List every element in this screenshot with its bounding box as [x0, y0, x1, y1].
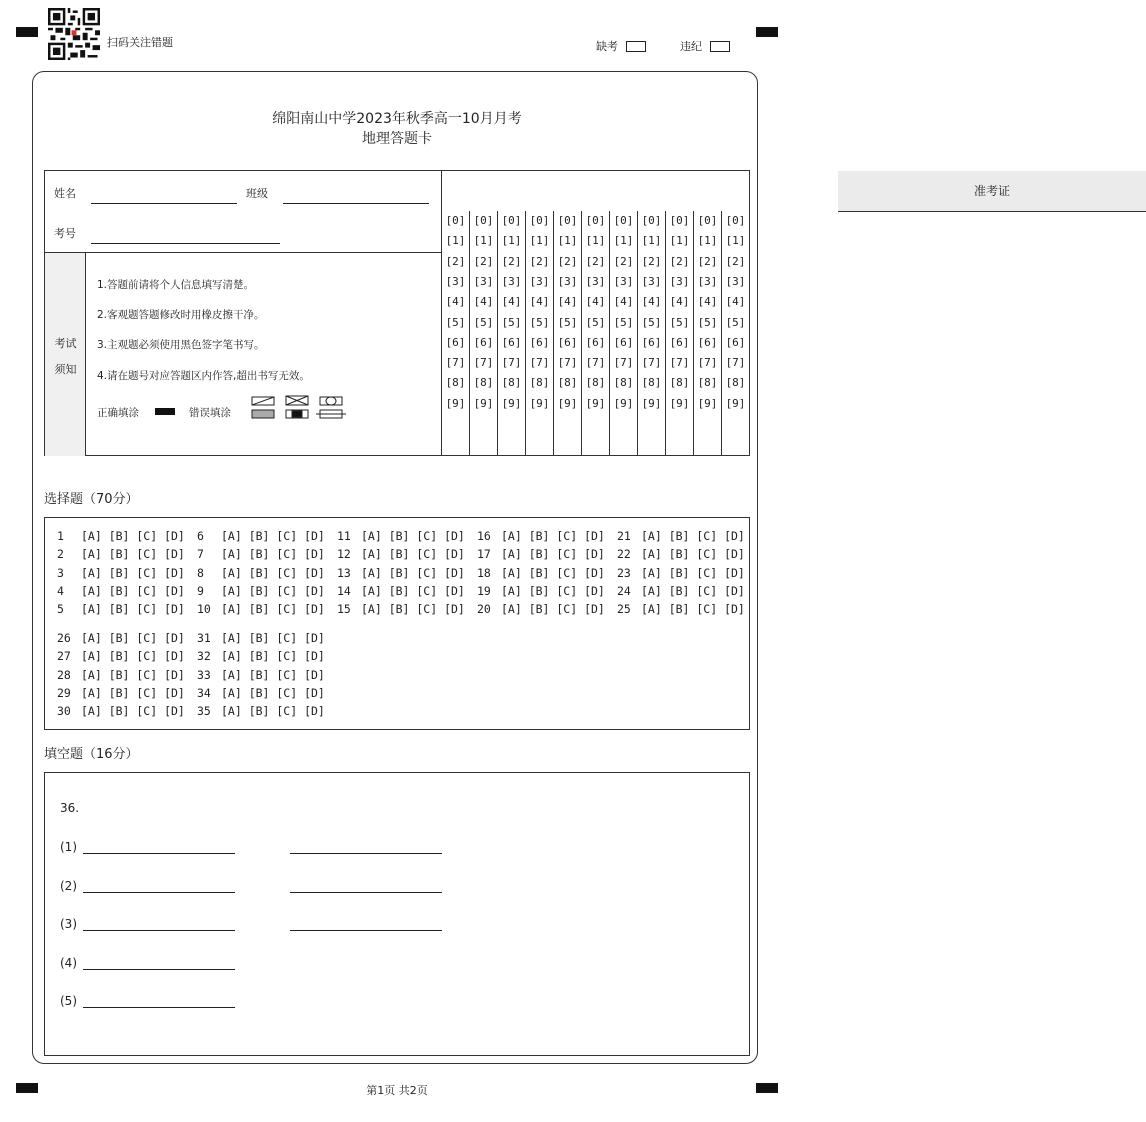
ticket-digit-bubble[interactable]: [0] — [557, 214, 578, 227]
ticket-digit-bubble[interactable]: [8] — [641, 376, 662, 390]
question-number: 15 — [337, 602, 351, 617]
ticket-digit-bubble[interactable]: [9] — [641, 396, 662, 410]
correct-fill-sample-icon — [155, 408, 175, 415]
ticket-digit-bubble[interactable]: [6] — [725, 335, 746, 349]
notice-item-1: 1.答题前请将个人信息填写清楚。 — [97, 279, 255, 291]
ticket-digit-bubble[interactable]: [2] — [697, 254, 718, 268]
violation-label: 违纪 — [680, 40, 702, 53]
choice-question-row[interactable] — [57, 631, 185, 645]
ticket-digit-bubble[interactable]: [1] — [557, 234, 578, 248]
ticket-digit-bubble[interactable]: [2] — [445, 254, 466, 268]
answer-options[interactable]: [A] [B] [C] [D] — [641, 547, 745, 562]
ticket-digit-bubble[interactable]: [2] — [557, 254, 578, 268]
ticket-digit-bubble[interactable]: [3] — [697, 274, 718, 288]
question-number: 17 — [477, 547, 491, 562]
qr-code-icon — [48, 8, 100, 60]
notice-side-panel — [45, 253, 86, 456]
violation-box[interactable] — [710, 41, 730, 52]
ticket-digit-bubble[interactable]: [2] — [529, 254, 550, 268]
ticket-digit-bubble[interactable]: [4] — [697, 295, 718, 309]
ticket-digit-bubble[interactable]: [1] — [613, 234, 634, 248]
answer-options[interactable]: [A] [B] [C] [D] — [221, 547, 325, 562]
choice-question-row[interactable] — [617, 547, 745, 561]
answer-options[interactable]: [A] [B] [C] [D] — [361, 602, 465, 617]
ticket-digit-bubble[interactable]: [2] — [473, 254, 494, 268]
ticket-digit-bubble[interactable]: [0] — [641, 214, 662, 227]
ticket-digit-bubble[interactable]: [8] — [585, 376, 606, 390]
ticket-digit-bubble[interactable]: [7] — [445, 356, 466, 370]
ticket-digit-bubble[interactable]: [3] — [641, 274, 662, 288]
ticket-digit-bubble[interactable]: [2] — [669, 254, 690, 268]
answer-options[interactable]: [A] [B] [C] [D] — [361, 583, 465, 598]
question-36-label: 36. — [60, 801, 80, 815]
question-number: 12 — [337, 547, 351, 562]
choice-question-row[interactable] — [197, 584, 325, 598]
question-number: 33 — [197, 667, 211, 682]
choice-question-row[interactable] — [477, 584, 605, 598]
question-number: 11 — [337, 529, 351, 543]
question-number: 25 — [617, 602, 631, 617]
question-number: 34 — [197, 685, 211, 700]
answer-options[interactable]: [A] [B] [C] [D] — [221, 704, 325, 719]
ticket-digit-bubble[interactable]: [8] — [613, 376, 634, 390]
part-4-blank[interactable] — [83, 969, 235, 970]
question-number: 35 — [197, 704, 211, 719]
ticket-digit-bubble[interactable]: [9] — [557, 396, 578, 410]
question-number: 22 — [617, 547, 631, 562]
notice-item-2: 2.客观题答题修改时用橡皮擦干净。 — [97, 309, 265, 321]
ticket-digit-bubble[interactable]: [3] — [669, 274, 690, 288]
ticket-digit-bubble[interactable]: [5] — [641, 315, 662, 329]
ticket-digit-bubble[interactable]: [0] — [613, 214, 634, 227]
ticket-digit-bubble[interactable]: [5] — [473, 315, 494, 329]
choice-question-row[interactable] — [57, 584, 185, 598]
answer-options[interactable]: [A] [B] [C] [D] — [501, 529, 605, 543]
choice-question-row[interactable] — [477, 547, 605, 561]
choice-question-row[interactable] — [57, 547, 185, 561]
ticket-digit-bubble[interactable]: [2] — [585, 254, 606, 268]
answer-options[interactable]: [A] [B] [C] [D] — [81, 631, 185, 645]
absent-label: 缺考 — [596, 40, 618, 53]
question-number: 18 — [477, 565, 491, 580]
class-label: 班级 — [246, 187, 268, 200]
answer-options[interactable]: [A] [B] [C] [D] — [641, 565, 745, 580]
ticket-digit-bubble[interactable]: [2] — [501, 254, 522, 268]
question-number: 6 — [197, 529, 204, 543]
ticket-digit-bubble[interactable]: [8] — [697, 376, 718, 390]
ticket-label: 准考证 — [838, 171, 1146, 212]
question-number: 28 — [57, 667, 71, 682]
ticket-digit-bubble[interactable]: [8] — [445, 376, 466, 390]
violation-checkbox[interactable] — [680, 38, 730, 54]
question-number: 5 — [57, 602, 64, 617]
ticket-digit-bubble[interactable]: [2] — [613, 254, 634, 268]
registration-mark-top-left — [16, 27, 38, 37]
ticket-digit-bubble[interactable]: [8] — [557, 376, 578, 390]
ticket-digit-bubble[interactable]: [4] — [669, 295, 690, 309]
choice-question-row[interactable] — [197, 566, 325, 580]
page-footer: 第1页 共2页 — [366, 1084, 428, 1097]
ticket-digit-bubble[interactable]: [9] — [697, 396, 718, 410]
ticket-digit-bubble[interactable]: [1] — [669, 234, 690, 248]
answer-options[interactable]: [A] [B] [C] [D] — [501, 602, 605, 617]
ticket-digit-bubble[interactable]: [5] — [557, 315, 578, 329]
ticket-digit-column — [442, 211, 470, 455]
question-number: 2 — [57, 547, 64, 562]
ticket-digit-bubble[interactable]: [9] — [529, 396, 550, 410]
exam-no-field[interactable] — [91, 243, 280, 244]
ticket-digit-bubble[interactable]: [7] — [641, 356, 662, 370]
choice-question-row[interactable] — [197, 547, 325, 561]
ticket-digit-bubble[interactable]: [0] — [585, 214, 606, 227]
ticket-digit-bubble[interactable]: [9] — [725, 396, 746, 410]
ticket-digit-column — [666, 211, 694, 455]
choice-question-row[interactable] — [617, 529, 745, 543]
choice-section-title: 选择题（70分） — [44, 492, 139, 507]
choice-question-row[interactable] — [57, 602, 185, 616]
part-2-label: (2) — [60, 879, 77, 893]
answer-options[interactable]: [A] [B] [C] [D] — [641, 529, 745, 543]
ticket-digit-bubble[interactable]: [3] — [613, 274, 634, 288]
ticket-digit-bubble[interactable]: [8] — [529, 376, 550, 390]
ticket-digit-bubble[interactable]: [3] — [473, 274, 494, 288]
choice-question-row[interactable] — [337, 547, 465, 561]
ticket-digit-bubble[interactable]: [0] — [669, 214, 690, 227]
ticket-digit-bubble[interactable]: [1] — [641, 234, 662, 248]
answer-options[interactable]: [A] [B] [C] [D] — [501, 547, 605, 562]
choice-question-row[interactable] — [197, 631, 325, 645]
choice-question-row[interactable] — [197, 602, 325, 616]
question-number: 21 — [617, 529, 631, 543]
choice-answer-box — [44, 517, 750, 730]
choice-question-row[interactable] — [477, 602, 605, 616]
choice-question-row[interactable] — [477, 566, 605, 580]
ticket-digit-bubble[interactable]: [7] — [697, 356, 718, 370]
registration-mark-top-right — [756, 27, 778, 37]
ticket-digit-bubble[interactable]: [4] — [529, 295, 550, 309]
question-number: 29 — [57, 685, 71, 700]
part-3-label: (3) — [60, 917, 77, 931]
wrong-fill-label: 错误填涂 — [189, 407, 231, 419]
choice-question-row[interactable] — [57, 529, 185, 543]
part-5-blank[interactable] — [83, 1007, 235, 1008]
ticket-digit-bubble[interactable]: [2] — [641, 254, 662, 268]
notice-side-label-2: 须知 — [54, 363, 77, 376]
part-4-label: (4) — [60, 956, 77, 970]
ticket-digit-column — [526, 211, 554, 455]
name-label: 姓名 — [54, 187, 76, 200]
answer-options[interactable]: [A] [B] [C] [D] — [81, 547, 185, 562]
answer-options[interactable]: [A] [B] [C] [D] — [221, 583, 325, 598]
ticket-digit-bubble[interactable]: [9] — [669, 396, 690, 410]
ticket-digit-bubble[interactable]: [4] — [501, 295, 522, 309]
question-number: 1 — [57, 529, 64, 543]
choice-question-row[interactable] — [337, 602, 465, 616]
answer-options[interactable]: [A] [B] [C] [D] — [361, 547, 465, 562]
ticket-digit-bubble[interactable]: [5] — [669, 315, 690, 329]
ticket-digit-column — [582, 211, 610, 455]
answer-options[interactable]: [A] [B] [C] [D] — [221, 602, 325, 617]
ticket-digit-bubble[interactable]: [0] — [501, 214, 522, 227]
question-number: 24 — [617, 583, 631, 598]
ticket-digit-bubble[interactable]: [5] — [613, 315, 634, 329]
answer-options[interactable]: [A] [B] [C] [D] — [81, 685, 185, 700]
answer-options[interactable]: [A] [B] [C] [D] — [221, 631, 325, 645]
answer-options[interactable]: [A] [B] [C] [D] — [81, 529, 185, 543]
part-2-blank-b[interactable] — [290, 892, 442, 893]
question-number: 16 — [477, 529, 491, 543]
ticket-number-grid — [441, 171, 1010, 455]
ticket-digit-bubble[interactable]: [0] — [445, 214, 466, 227]
ticket-digit-bubble[interactable]: [7] — [669, 356, 690, 370]
question-number: 7 — [197, 547, 204, 562]
answer-options[interactable]: [A] [B] [C] [D] — [641, 583, 745, 598]
ticket-digit-bubble[interactable]: [4] — [473, 295, 494, 309]
question-number: 10 — [197, 602, 211, 617]
ticket-digit-bubble[interactable]: [5] — [501, 315, 522, 329]
choice-question-row[interactable] — [617, 566, 745, 580]
answer-options[interactable]: [A] [B] [C] [D] — [641, 602, 745, 617]
ticket-digit-column — [722, 211, 750, 455]
choice-question-row[interactable] — [57, 686, 185, 700]
exam-no-label: 考号 — [54, 227, 76, 240]
ticket-digit-bubble[interactable]: [6] — [641, 335, 662, 349]
part-3-blank-b[interactable] — [290, 930, 442, 931]
ticket-digit-bubble[interactable]: [6] — [445, 335, 466, 349]
ticket-digit-bubble[interactable]: [0] — [473, 214, 494, 227]
answer-options[interactable]: [A] [B] [C] [D] — [81, 667, 185, 682]
ticket-digit-bubble[interactable]: [6] — [697, 335, 718, 349]
answer-options[interactable]: [A] [B] [C] [D] — [221, 685, 325, 700]
scan-label: 扫码关注错题 — [107, 36, 173, 49]
ticket-digit-bubble[interactable]: [3] — [725, 274, 746, 288]
ticket-digit-bubble[interactable]: [6] — [557, 335, 578, 349]
question-number: 30 — [57, 704, 71, 719]
wrong-fill-samples-icon — [250, 395, 350, 421]
question-number: 14 — [337, 583, 351, 598]
notice-item-4: 4.请在题号对应答题区内作答,超出书写无效。 — [97, 370, 310, 382]
ticket-digit-bubble[interactable]: [9] — [445, 396, 466, 410]
ticket-digit-bubble[interactable]: [3] — [501, 274, 522, 288]
choice-question-row[interactable] — [57, 649, 185, 663]
ticket-digit-bubble[interactable]: [6] — [669, 335, 690, 349]
ticket-digit-bubble[interactable]: [4] — [613, 295, 634, 309]
ticket-digit-bubble[interactable]: [0] — [529, 214, 550, 227]
ticket-digit-bubble[interactable]: [6] — [529, 335, 550, 349]
ticket-digit-bubble[interactable]: [5] — [585, 315, 606, 329]
ticket-digit-bubble[interactable]: [7] — [613, 356, 634, 370]
fill-answer-box — [44, 772, 750, 1056]
divider — [45, 252, 441, 253]
part-2-blank-a[interactable] — [83, 892, 235, 893]
ticket-digit-bubble[interactable]: [1] — [725, 234, 746, 248]
choice-question-row[interactable] — [477, 529, 605, 543]
ticket-digit-bubble[interactable]: [1] — [529, 234, 550, 248]
answer-options[interactable]: [A] [B] [C] [D] — [361, 529, 465, 543]
ticket-digit-bubble[interactable]: [1] — [445, 234, 466, 248]
ticket-digit-bubble[interactable]: [3] — [585, 274, 606, 288]
ticket-digit-bubble[interactable]: [9] — [613, 396, 634, 410]
ticket-digit-bubble[interactable]: [5] — [529, 315, 550, 329]
ticket-digit-bubble[interactable]: [3] — [445, 274, 466, 288]
part-1-blank-a[interactable] — [83, 853, 235, 854]
question-number: 20 — [477, 602, 491, 617]
choice-question-row[interactable] — [617, 584, 745, 598]
ticket-digit-bubble[interactable]: [5] — [445, 315, 466, 329]
class-field[interactable] — [283, 203, 429, 204]
ticket-digit-bubble[interactable]: [7] — [473, 356, 494, 370]
correct-fill-label: 正确填涂 — [97, 407, 139, 419]
choice-question-row[interactable] — [337, 584, 465, 598]
ticket-digit-bubble[interactable]: [0] — [725, 214, 746, 227]
ticket-digit-bubble[interactable]: [4] — [585, 295, 606, 309]
ticket-digit-bubble[interactable]: [9] — [501, 396, 522, 410]
question-number: 32 — [197, 649, 211, 664]
question-number: 31 — [197, 631, 211, 645]
question-number: 19 — [477, 583, 491, 598]
ticket-digit-bubble[interactable]: [6] — [613, 335, 634, 349]
question-number: 13 — [337, 565, 351, 580]
subject-title: 地理答题卡 — [362, 131, 432, 147]
ticket-digit-bubble[interactable]: [8] — [473, 376, 494, 390]
exam-title: 绵阳南山中学2023年秋季高一10月月考 — [272, 111, 522, 127]
ticket-digit-bubble[interactable]: [8] — [501, 376, 522, 390]
answer-options[interactable]: [A] [B] [C] [D] — [221, 649, 325, 664]
fill-section-title: 填空题（16分） — [44, 747, 139, 762]
ticket-digit-bubble[interactable]: [4] — [557, 295, 578, 309]
answer-options[interactable]: [A] [B] [C] [D] — [81, 602, 185, 617]
choice-question-row[interactable] — [57, 704, 185, 718]
answer-options[interactable]: [A] [B] [C] [D] — [501, 583, 605, 598]
notice-item-3: 3.主观题必须使用黑色签字笔书写。 — [97, 339, 265, 351]
ticket-digit-bubble[interactable]: [4] — [445, 295, 466, 309]
ticket-digit-bubble[interactable]: [9] — [473, 396, 494, 410]
choice-question-row[interactable] — [617, 602, 745, 616]
ticket-digit-bubble[interactable]: [1] — [697, 234, 718, 248]
ticket-digit-bubble[interactable]: [3] — [529, 274, 550, 288]
question-number: 9 — [197, 583, 204, 598]
question-number: 4 — [57, 583, 64, 598]
choice-question-row[interactable] — [197, 529, 325, 543]
ticket-digit-bubble[interactable]: [1] — [473, 234, 494, 248]
ticket-digit-bubble[interactable]: [5] — [725, 315, 746, 329]
ticket-digit-bubble[interactable]: [8] — [669, 376, 690, 390]
part-5-label: (5) — [60, 994, 77, 1008]
ticket-digit-bubble[interactable]: [6] — [473, 335, 494, 349]
student-info-box — [44, 170, 1010, 456]
answer-options[interactable]: [A] [B] [C] [D] — [221, 565, 325, 580]
choice-question-row[interactable] — [197, 686, 325, 700]
ticket-digit-column — [638, 211, 666, 455]
ticket-digit-bubble[interactable]: [0] — [697, 214, 718, 227]
choice-question-row[interactable] — [57, 566, 185, 580]
ticket-digit-column — [498, 211, 526, 455]
part-1-blank-b[interactable] — [290, 853, 442, 854]
ticket-digit-bubble[interactable]: [7] — [557, 356, 578, 370]
answer-options[interactable]: [A] [B] [C] [D] — [221, 529, 325, 543]
answer-options[interactable]: [A] [B] [C] [D] — [501, 565, 605, 580]
answer-options[interactable]: [A] [B] [C] [D] — [361, 565, 465, 580]
choice-question-row[interactable] — [57, 668, 185, 682]
ticket-digit-bubble[interactable]: [5] — [697, 315, 718, 329]
question-number: 26 — [57, 631, 71, 645]
question-number: 27 — [57, 649, 71, 664]
notice-side-label-1: 考试 — [54, 337, 77, 350]
ticket-digit-bubble[interactable]: [7] — [529, 356, 550, 370]
choice-question-row[interactable] — [197, 668, 325, 682]
part-3-blank-a[interactable] — [83, 930, 235, 931]
answer-options[interactable]: [A] [B] [C] [D] — [81, 565, 185, 580]
ticket-digit-bubble[interactable]: [9] — [585, 396, 606, 410]
answer-options[interactable]: [A] [B] [C] [D] — [221, 667, 325, 682]
ticket-digit-column — [610, 211, 638, 455]
answer-options[interactable]: [A] [B] [C] [D] — [81, 704, 185, 719]
choice-question-row[interactable] — [197, 704, 325, 718]
ticket-digit-column — [554, 211, 582, 455]
question-number: 8 — [197, 565, 204, 580]
ticket-digit-column — [694, 211, 722, 455]
ticket-digit-bubble[interactable]: [6] — [501, 335, 522, 349]
ticket-digit-bubble[interactable]: [7] — [585, 356, 606, 370]
ticket-digit-bubble[interactable]: [3] — [557, 274, 578, 288]
absent-box[interactable] — [626, 41, 646, 52]
ticket-digit-bubble[interactable]: [4] — [641, 295, 662, 309]
ticket-digit-bubble[interactable]: [1] — [501, 234, 522, 248]
question-number: 3 — [57, 565, 64, 580]
absent-checkbox[interactable] — [596, 38, 646, 54]
ticket-digit-bubble[interactable]: [7] — [725, 356, 746, 370]
ticket-digit-bubble[interactable]: [4] — [725, 295, 746, 309]
ticket-digit-bubble[interactable]: [8] — [725, 376, 746, 390]
ticket-digit-bubble[interactable]: [6] — [585, 335, 606, 349]
ticket-digit-column — [470, 211, 498, 455]
ticket-digit-bubble[interactable]: [2] — [725, 254, 746, 268]
answer-options[interactable]: [A] [B] [C] [D] — [81, 649, 185, 664]
ticket-digit-bubble[interactable]: [7] — [501, 356, 522, 370]
choice-question-row[interactable] — [337, 529, 465, 543]
question-number: 23 — [617, 565, 631, 580]
choice-question-row[interactable] — [337, 566, 465, 580]
part-1-label: (1) — [60, 840, 77, 854]
answer-options[interactable]: [A] [B] [C] [D] — [81, 583, 185, 598]
choice-question-row[interactable] — [197, 649, 325, 663]
name-field[interactable] — [91, 203, 237, 204]
ticket-digit-bubble[interactable]: [1] — [585, 234, 606, 248]
